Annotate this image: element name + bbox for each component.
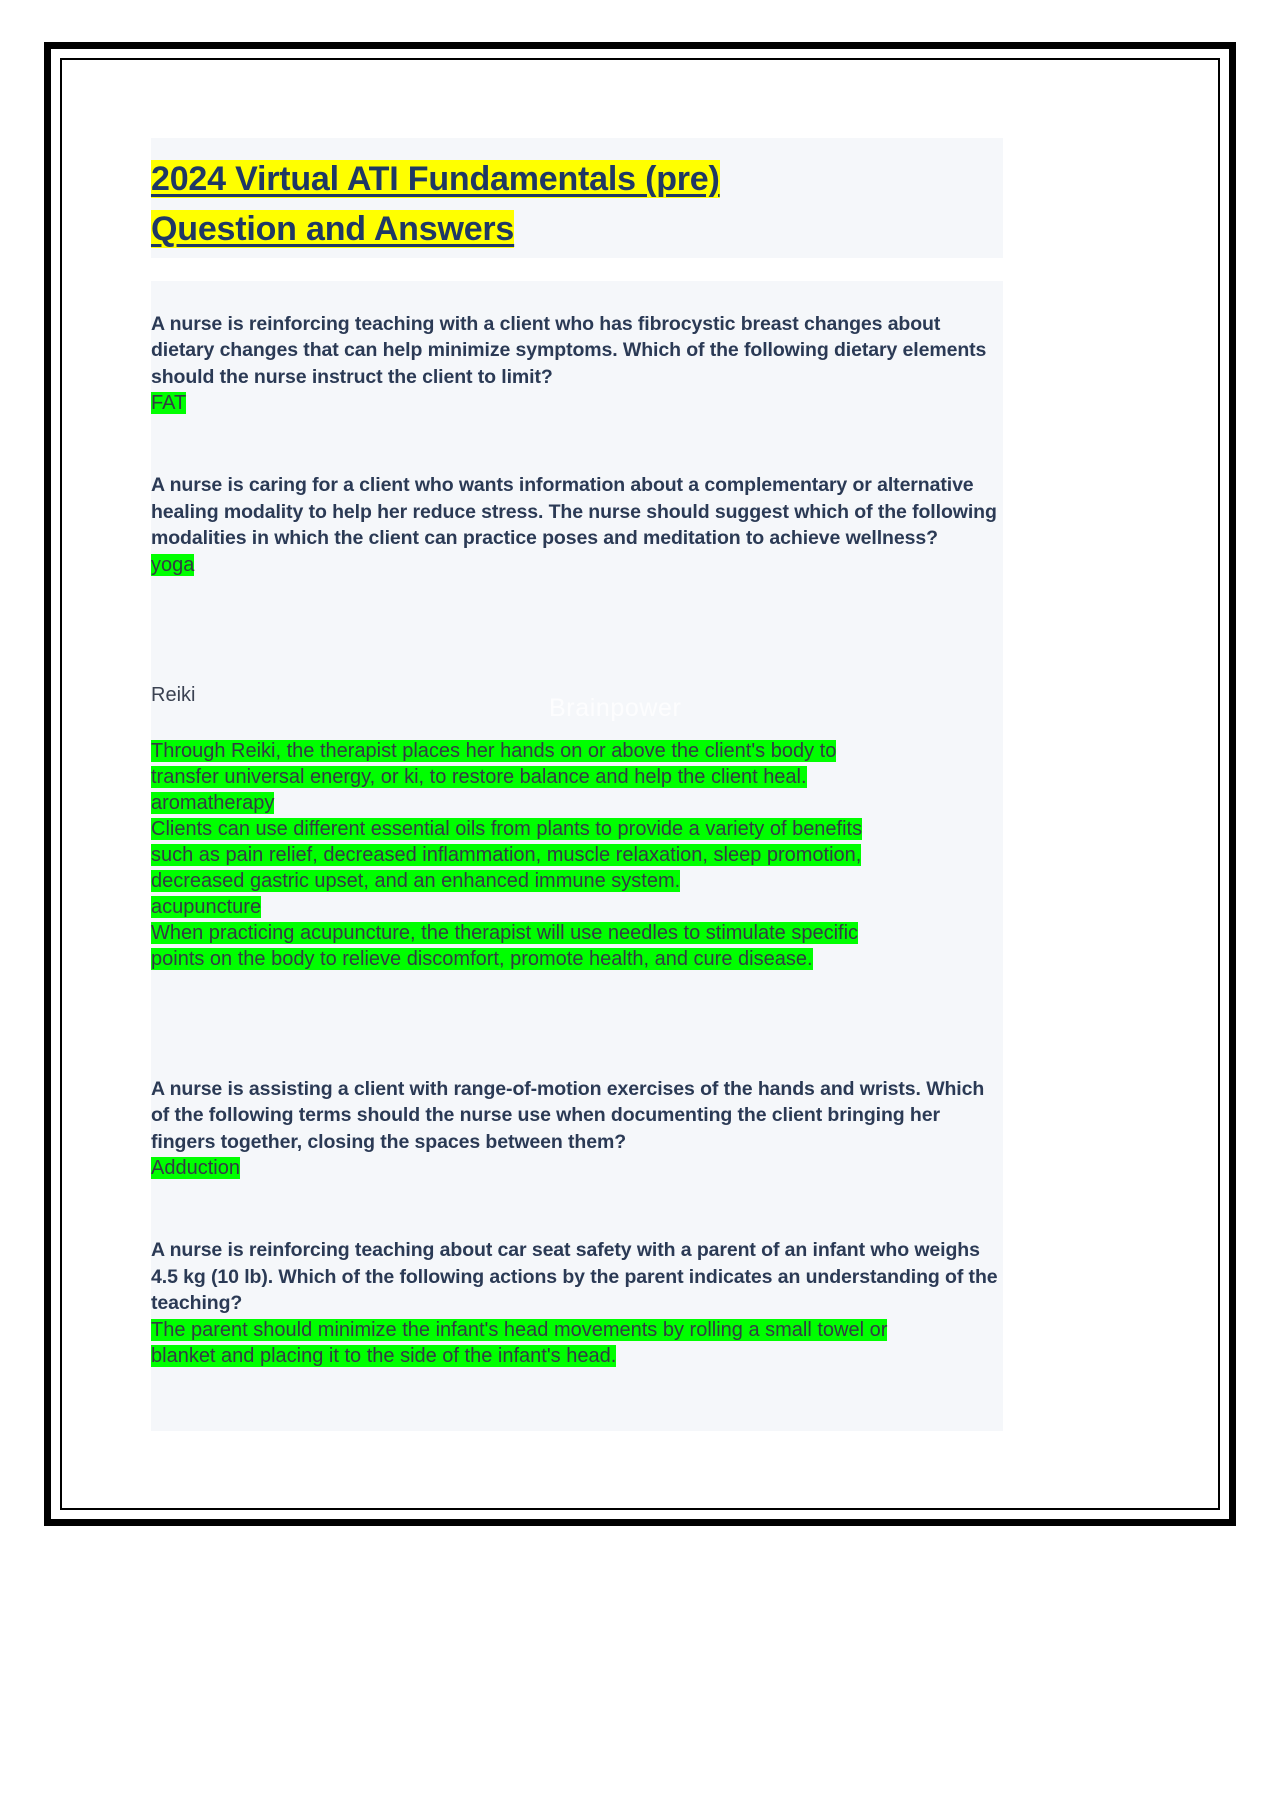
note-label-aromatherapy — [151, 790, 1003, 816]
answer-text — [151, 1155, 1003, 1181]
note-line: such as pain relief, decreased inflammation, muscle relaxation, sleep promotion, — [151, 843, 862, 866]
answer-text — [151, 390, 1003, 416]
note-body-acupuncture — [151, 920, 1003, 972]
qa-block-q1 — [151, 311, 1003, 417]
answer-highlight: FAT — [151, 392, 187, 415]
question-text: A nurse is reinforcing teaching with a client who has fibrocystic breast changes about dietary changes that can help minimize symptoms. Which of the following dietary elements should the nurse instruct the client to limit? — [151, 312, 987, 388]
answer-highlight: Adduction — [151, 1157, 240, 1180]
document-page-inner-border — [60, 58, 1220, 1510]
answer-highlight: The parent should minimize the infant's head movements by rolling a small towel or — [151, 1318, 888, 1341]
note-line: decreased gastric upset, and an enhanced immune system. — [151, 869, 681, 892]
spacer — [151, 1369, 1003, 1431]
note-block-aromatherapy — [151, 790, 1003, 894]
note-body-aromatherapy — [151, 816, 1003, 894]
document-content — [151, 115, 1003, 1431]
question-text: A nurse is reinforcing teaching about car seat safety with a parent of an infant who weighs 4.5 kg (10 lb). Which of the following actions by the parent indicates an understanding of the teaching? — [151, 1239, 998, 1315]
page-title — [151, 138, 1003, 258]
spacer — [151, 1181, 1003, 1237]
page-title-line-1-text: 2024 Virtual ATI Fundamentals (pre) — [151, 159, 720, 198]
note-body-reiki — [151, 738, 1003, 790]
spacer — [151, 281, 1003, 311]
spacer — [151, 578, 1003, 682]
qa-block-q4 — [151, 1237, 1003, 1369]
note-line: transfer universal energy, or ki, to restore balance and help the client heal. — [151, 765, 807, 788]
answer-text — [151, 552, 1003, 578]
note-label-highlight: aromatherapy — [151, 791, 275, 814]
answer-highlight: blanket and placing it to the side of the infant's head. — [151, 1344, 617, 1367]
note-block-acupuncture — [151, 894, 1003, 972]
document-page-outer-border — [44, 42, 1236, 1526]
note-block-reiki — [151, 682, 1003, 790]
note-line: points on the body to relieve discomfort, promote health, and cure disease. — [151, 947, 813, 970]
spacer — [151, 972, 1003, 1076]
brainpower-watermark: Brainpower — [549, 694, 682, 722]
page-title-line-1 — [151, 160, 720, 198]
note-line: When practicing acupuncture, the therapist will use needles to stimulate specific — [151, 921, 859, 944]
note-label-reiki: Reiki — [151, 683, 196, 706]
answer-highlight: yoga — [151, 553, 195, 576]
note-label-acupuncture — [151, 894, 1003, 920]
answer-text — [151, 1317, 1003, 1369]
qa-block-q2 — [151, 472, 1003, 578]
qa-block-q3 — [151, 1076, 1003, 1182]
question-text: A nurse is caring for a client who wants information about a complementary or alternative healing modality to help her reduce stress. The nurse should suggest which of the following modalities in which the client can practice poses and meditation to achieve wellness? — [151, 474, 997, 550]
spacer — [151, 416, 1003, 472]
page-title-line-2 — [151, 210, 514, 248]
question-text: A nurse is assisting a client with range-of-motion exercises of the hands and wrists. Which of the following terms should the nurse use when documenting the client bringing her fingers together, closing the spaces between them? — [151, 1077, 985, 1153]
note-label-highlight: acupuncture — [151, 895, 262, 918]
spacer — [151, 708, 1003, 738]
note-line: Clients can use different essential oils from plants to provide a variety of benefits — [151, 817, 863, 840]
page-title-line-2-text: Question and Answers — [151, 209, 515, 248]
note-line: Through Reiki, the therapist places her hands on or above the client's body to — [151, 739, 837, 762]
